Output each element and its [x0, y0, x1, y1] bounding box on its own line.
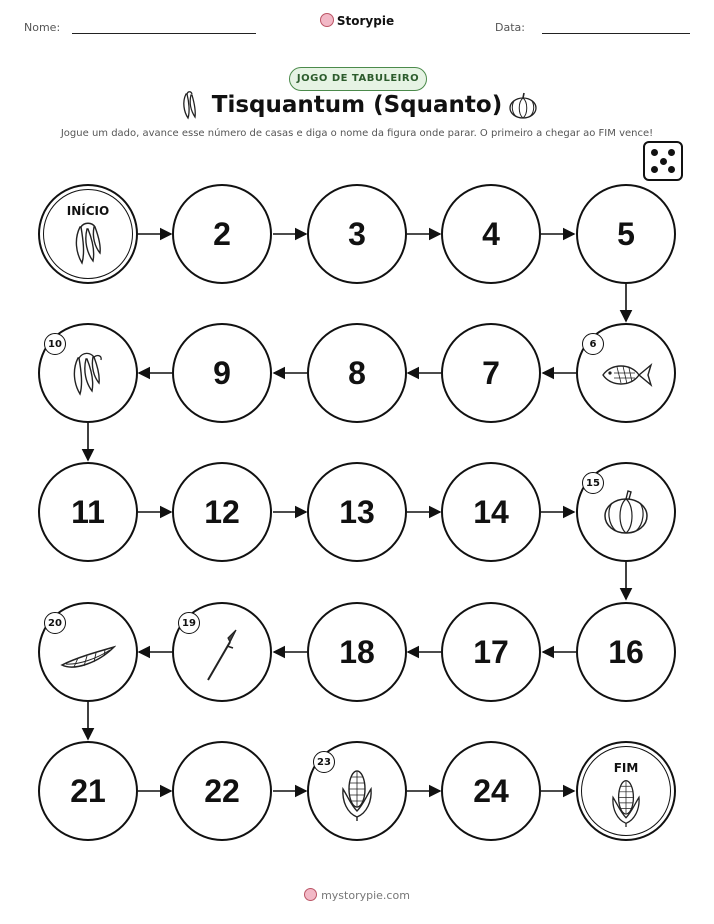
space-23 [307, 741, 407, 841]
space-9 [172, 323, 272, 423]
space-21 [38, 741, 138, 841]
space-6 [576, 323, 676, 423]
space-number: 8 [348, 354, 366, 391]
canoe-icon [60, 643, 116, 673]
space-number-badge: 15 [582, 472, 604, 494]
fish-icon [599, 359, 653, 391]
space-number: 17 [473, 633, 509, 670]
space-number-badge: 19 [178, 612, 200, 634]
beans-icon [68, 221, 108, 265]
space-number: 12 [204, 493, 240, 530]
space-number: 5 [617, 215, 635, 252]
space-start [38, 184, 138, 284]
pumpkin-icon [602, 488, 650, 536]
space-13 [307, 462, 407, 562]
space-number: 21 [70, 772, 106, 809]
instructions: Jogue um dado, avance esse número de casas e diga o nome da figura onde parar. O primeiro a chegar ao FIM vence! [60, 128, 654, 139]
pig-logo-icon [304, 888, 317, 901]
space-11 [38, 462, 138, 562]
space-5 [576, 184, 676, 284]
space-17 [441, 602, 541, 702]
space-22 [172, 741, 272, 841]
spear-icon [202, 628, 242, 684]
start-label: INÍCIO [66, 204, 110, 218]
space-number: 11 [71, 493, 105, 530]
space-7 [441, 323, 541, 423]
beans-icon [68, 350, 108, 396]
page-title: Tisquantum (Squanto) [211, 92, 503, 118]
name-label: Nome: [24, 21, 61, 34]
space-end [576, 741, 676, 841]
space-12 [172, 462, 272, 562]
space-number: 16 [608, 633, 644, 670]
space-24 [441, 741, 541, 841]
footer [0, 888, 714, 902]
space-number: 14 [473, 493, 509, 530]
space-18 [307, 602, 407, 702]
space-19 [172, 602, 272, 702]
footer-url[interactable]: mystorypie.com [321, 889, 410, 902]
space-number: 2 [213, 215, 231, 252]
corn-icon [339, 767, 375, 821]
corn-icon [609, 777, 643, 827]
space-10 [38, 323, 138, 423]
space-number: 3 [348, 215, 366, 252]
space-number-badge: 20 [44, 612, 66, 634]
space-14 [441, 462, 541, 562]
space-20 [38, 602, 138, 702]
space-number: 18 [339, 633, 375, 670]
space-number-badge: 23 [313, 751, 335, 773]
space-number: 24 [473, 772, 509, 809]
end-label: FIM [613, 761, 639, 775]
game-type-badge: JOGO DE TABULEIRO [289, 67, 427, 91]
space-number: 4 [482, 215, 500, 252]
space-8 [307, 323, 407, 423]
space-number: 7 [482, 354, 500, 391]
space-4 [441, 184, 541, 284]
brand-name: Storypie [336, 14, 395, 28]
space-number: 13 [339, 493, 375, 530]
date-label: Data: [495, 21, 525, 34]
space-16 [576, 602, 676, 702]
space-2 [172, 184, 272, 284]
space-number: 9 [213, 354, 231, 391]
space-15 [576, 462, 676, 562]
space-number-badge: 6 [582, 333, 604, 355]
space-number: 22 [204, 772, 240, 809]
space-number-badge: 10 [44, 333, 66, 355]
space-3 [307, 184, 407, 284]
